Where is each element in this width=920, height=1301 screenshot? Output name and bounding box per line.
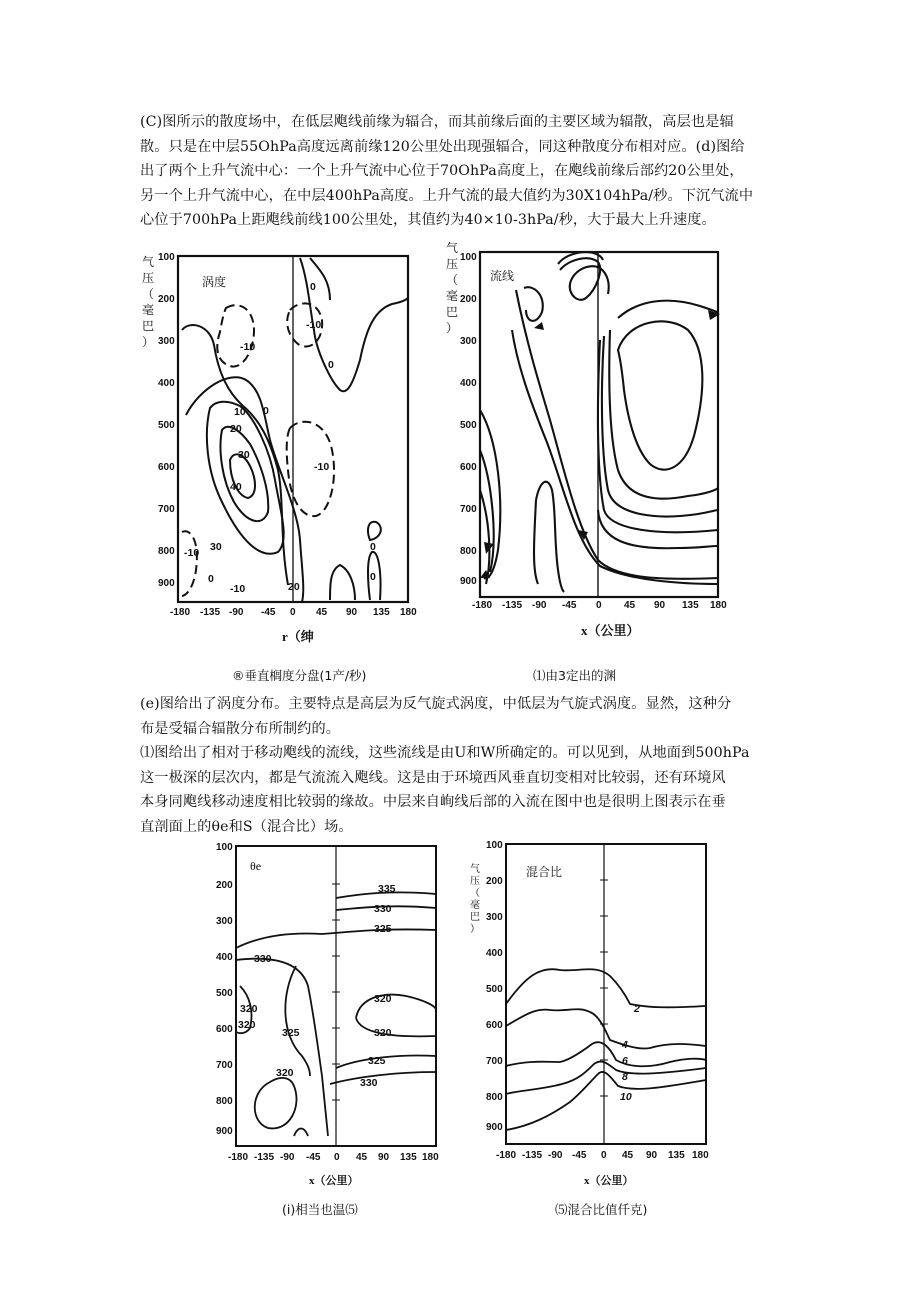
contour-label: 0 xyxy=(328,359,334,371)
y-tick-label: 500 xyxy=(158,420,175,431)
y-tick-label: 600 xyxy=(158,462,175,473)
x-tick-labels xyxy=(170,607,417,618)
y-label-char: 压 xyxy=(446,257,459,271)
streamlines xyxy=(480,252,718,592)
y-tick-label: 100 xyxy=(216,842,233,853)
y-axis-label xyxy=(446,240,458,335)
contour-label: 0 xyxy=(370,541,376,553)
y-tick-label: 200 xyxy=(460,294,477,305)
caption-j: ⑸混合比值仟克) xyxy=(555,1202,648,1217)
contour-label: 30 xyxy=(210,541,222,553)
x-tick-label: 180 xyxy=(400,607,417,618)
x-tick-label: 135 xyxy=(373,607,390,618)
contour-label: -10 xyxy=(306,319,322,331)
plot-frame xyxy=(480,252,718,597)
y-label-char: （ xyxy=(470,888,480,899)
y-label-char: 巴 xyxy=(142,319,155,333)
contour-label: 20 xyxy=(230,423,242,435)
y-label-char: 气 xyxy=(446,241,459,255)
y-tick-label: 500 xyxy=(460,420,477,431)
y-tick-label: 100 xyxy=(460,252,477,263)
x-tick-label: -45 xyxy=(562,600,577,610)
y-label-char: 毫 xyxy=(470,900,480,911)
contour-label: -10 xyxy=(184,547,200,559)
y-tick-label: 900 xyxy=(460,576,477,587)
y-label-char: ） xyxy=(142,335,155,349)
x-tick-label: -135 xyxy=(502,600,523,610)
contour-label: 320 xyxy=(374,1027,392,1039)
x-tick-label: 0 xyxy=(596,600,602,610)
y-label-char: 气 xyxy=(142,255,155,269)
contour-label: -10 xyxy=(230,583,246,595)
contour-value-labels xyxy=(238,883,396,1089)
x-tick-label: -90 xyxy=(280,1152,295,1163)
x-tick-label: 180 xyxy=(710,600,727,610)
x-tick-label: 45 xyxy=(316,607,328,618)
contour-label: 320 xyxy=(240,1003,258,1015)
streamline-plot xyxy=(438,240,738,610)
y-tick-label: 600 xyxy=(486,1020,503,1031)
contour-label: -10 xyxy=(240,341,256,353)
y-label-char: 毫 xyxy=(142,303,155,317)
contour-label: 325 xyxy=(282,1027,300,1039)
y-label-char: 毫 xyxy=(446,289,459,303)
x-tick-labels xyxy=(228,1152,439,1163)
figure-theta-e xyxy=(210,836,445,1176)
y-tick-label: 900 xyxy=(158,578,175,589)
y-tick-label: 800 xyxy=(486,1092,503,1103)
y-tick-label: 300 xyxy=(460,336,477,347)
contour-label: 325 xyxy=(374,923,392,935)
x-tick-label: -90 xyxy=(532,600,547,610)
paragraph-middle xyxy=(140,692,785,839)
y-tick-label: 500 xyxy=(216,988,233,999)
x-tick-label: 135 xyxy=(400,1152,417,1163)
x-tick-label: 45 xyxy=(622,1150,634,1161)
contour-label: -10 xyxy=(314,461,330,473)
text-line: 布是受辐合辐散分布所制约的。 xyxy=(140,720,341,737)
panel-label: 涡度 xyxy=(202,275,227,289)
x-tick-label: -135 xyxy=(200,607,221,618)
caption-i: (i)相当也温⑸ xyxy=(282,1202,358,1217)
contour-label: 40 xyxy=(230,481,242,493)
y-tick-label: 700 xyxy=(216,1060,233,1071)
figure-streamlines xyxy=(438,240,738,610)
x-axis-title-f: x（公里） xyxy=(581,623,640,638)
x-tick-label: 0 xyxy=(290,607,296,618)
y-label-char: 压 xyxy=(142,271,155,285)
y-label-char: 气 xyxy=(470,864,480,875)
contour-label: 10 xyxy=(620,1091,632,1103)
y-tick-label: 300 xyxy=(216,916,233,927)
x-tick-label: -90 xyxy=(229,607,244,618)
contour-label: 325 xyxy=(368,1055,386,1067)
y-label-char: 巴 xyxy=(446,305,459,319)
x-tick-label: -180 xyxy=(228,1152,249,1163)
y-label-char: ） xyxy=(446,321,459,335)
text-line: (C)图所示的散度场中，在低层飑线前缘为辐合，而其前缘后面的主要区域为辐散，高层也是辐 xyxy=(140,114,734,130)
y-label-char: （ xyxy=(446,273,459,287)
x-tick-labels xyxy=(496,1150,709,1161)
y-tick-label: 200 xyxy=(216,880,233,891)
y-axis-label xyxy=(470,863,480,935)
text-line: 散。只是在中层55OhPa高度远离前缘120公里处出现强辐合，同这种散度分布相对应。(d)图给 xyxy=(140,138,745,155)
x-tick-label: 135 xyxy=(682,600,699,610)
y-axis-label xyxy=(142,254,154,349)
x-tick-label: 90 xyxy=(646,1150,658,1161)
y-tick-label: 600 xyxy=(460,462,477,473)
x-axis-title-j: x（公里） xyxy=(584,1175,634,1187)
contour-label: 320 xyxy=(374,993,392,1005)
y-label-char: 巴 xyxy=(470,912,480,923)
contour-label: 20 xyxy=(288,581,300,593)
contour-label: 10 xyxy=(234,406,246,418)
contour-label: 320 xyxy=(238,1019,256,1031)
x-tick-label: -45 xyxy=(261,607,276,618)
y-tick-label: 900 xyxy=(216,1126,233,1137)
theta-e-plot xyxy=(210,836,445,1176)
y-label-char: （ xyxy=(142,287,155,301)
x-tick-label: 45 xyxy=(356,1152,368,1163)
contour-label: 335 xyxy=(378,883,396,895)
y-tick-label: 100 xyxy=(486,840,503,851)
vorticity-plot xyxy=(130,240,430,625)
x-tick-label: -45 xyxy=(572,1150,587,1161)
text-line: 出了两个上升气流中心：一个上升气流中心位于70OhPa高度上，在飑线前缘后部约20公里处， xyxy=(140,163,744,179)
text-line: ⑴图给出了相对于移动飑线的流线，这些流线是由U和W所确定的。可以见到，从地面到500hPa xyxy=(140,745,750,761)
y-tick-label: 400 xyxy=(216,952,233,963)
contour-label: 8 xyxy=(622,1071,628,1083)
y-tick-label: 800 xyxy=(460,546,477,557)
y-tick-labels xyxy=(486,840,503,1133)
x-tick-label: 180 xyxy=(422,1152,439,1163)
x-tick-label: 0 xyxy=(334,1152,340,1163)
x-axis-title-i: x（公里） xyxy=(309,1175,359,1187)
y-tick-labels xyxy=(460,252,477,587)
dashed-contours xyxy=(182,303,334,596)
contour-label: 0 xyxy=(370,571,376,583)
contour-label: 320 xyxy=(276,1067,294,1079)
contour-label: 30 xyxy=(238,449,250,461)
x-tick-label: 90 xyxy=(654,600,666,610)
y-tick-label: 500 xyxy=(486,984,503,995)
figure-mixing-ratio xyxy=(470,836,715,1176)
y-tick-label: 600 xyxy=(216,1024,233,1035)
text-line: 本身同飑线移动速度相比较弱的缘故。中层来自峋线后部的入流在图中也是很明上图表示在垂 xyxy=(140,794,726,810)
figure-vorticity xyxy=(130,240,430,625)
text-line: 心位于700hPa上距飑线前线100公里处，其值约为40×10-3hPa/秒，大于最大上升速度。 xyxy=(140,212,716,228)
y-tick-label: 700 xyxy=(158,504,175,515)
paragraph-top xyxy=(140,110,785,233)
y-tick-label: 800 xyxy=(216,1096,233,1107)
panel-label: 混合比 xyxy=(526,865,563,879)
y-tick-label: 200 xyxy=(486,876,503,887)
contour-label: 2 xyxy=(634,1003,640,1015)
contour-label: 0 xyxy=(208,573,214,585)
y-tick-label: 300 xyxy=(158,336,175,347)
y-tick-label: 400 xyxy=(158,378,175,389)
x-tick-label: 45 xyxy=(624,600,636,610)
y-tick-labels xyxy=(158,252,175,589)
x-tick-label: 90 xyxy=(378,1152,390,1163)
x-tick-labels xyxy=(472,600,727,610)
x-tick-label: -135 xyxy=(254,1152,275,1163)
x-tick-label: -180 xyxy=(170,607,191,618)
x-tick-label: -45 xyxy=(306,1152,321,1163)
y-tick-label: 700 xyxy=(460,504,477,515)
contour-label: 330 xyxy=(254,953,272,965)
x-tick-label: 135 xyxy=(668,1150,685,1161)
contour-label: 6 xyxy=(622,1055,628,1067)
contour-label: 330 xyxy=(360,1077,378,1089)
contour-lines xyxy=(506,969,706,1130)
x-tick-label: -180 xyxy=(472,600,493,610)
text-line: 另一个上升气流中心，在中层400hPa高度。上升气流的最大值约为30X104hPa/秒。下沉气流中 xyxy=(140,187,754,204)
x-tick-label: 90 xyxy=(346,607,358,618)
text-line: 这一极深的层次内，都是气流流入飑线。这是由于环境西风垂直切变相对比较弱，还有环境风 xyxy=(140,769,726,786)
x-tick-label: 0 xyxy=(601,1150,607,1161)
text-line: (e)图给出了涡度分布。主要特点是高层为反气旋式涡度，中低层为气旋式涡度。显然，这种分 xyxy=(140,696,732,712)
y-tick-label: 400 xyxy=(486,948,503,959)
x-tick-label: -135 xyxy=(522,1150,543,1161)
y-label-char: 压 xyxy=(470,876,480,887)
x-tick-label: -180 xyxy=(496,1150,517,1161)
x-tick-label: 180 xyxy=(692,1150,709,1161)
y-label-char: ） xyxy=(470,924,480,935)
y-tick-label: 700 xyxy=(486,1056,503,1067)
plot-frame xyxy=(506,844,706,1144)
y-tick-label: 800 xyxy=(158,546,175,557)
panel-label: θe xyxy=(250,859,262,873)
contour-label: 0 xyxy=(263,405,269,417)
caption-f: ⑴由3定出的渊 xyxy=(533,668,616,683)
mixing-ratio-plot xyxy=(470,836,715,1176)
y-tick-labels xyxy=(216,842,233,1137)
caption-e: ®垂直榈度分盘(1产/秒) xyxy=(232,668,367,683)
contour-label: 0 xyxy=(310,281,316,293)
panel-label: 流线 xyxy=(490,269,515,283)
text-line: 直剖面上的θe和S（混合比）场。 xyxy=(140,818,353,835)
y-tick-label: 900 xyxy=(486,1122,503,1133)
contour-label: 4 xyxy=(622,1039,628,1051)
y-tick-label: 200 xyxy=(158,294,175,305)
x-tick-label: -90 xyxy=(548,1150,563,1161)
y-tick-label: 100 xyxy=(158,252,175,263)
contour-label: 330 xyxy=(374,903,392,915)
y-tick-label: 400 xyxy=(460,378,477,389)
x-axis-title-e: r（绅 xyxy=(282,629,314,644)
y-tick-label: 300 xyxy=(486,912,503,923)
